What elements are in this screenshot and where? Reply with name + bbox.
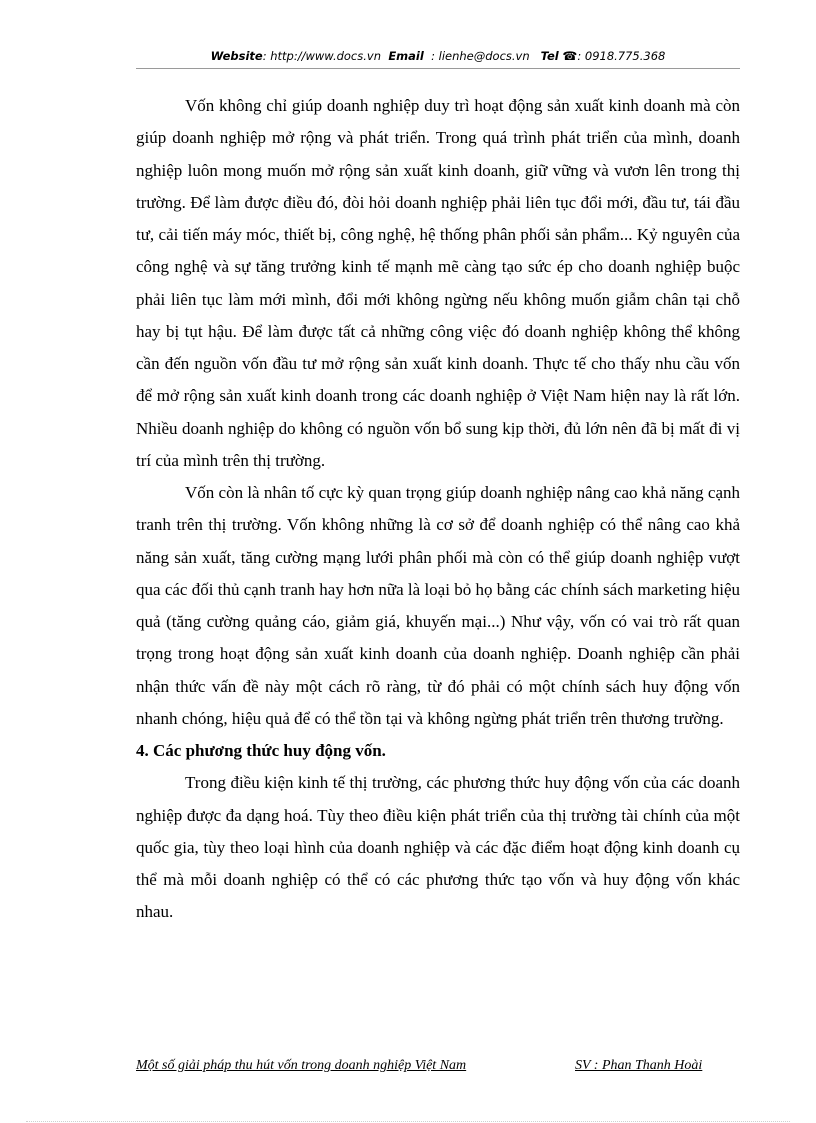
email-address[interactable]: : lienhe@docs.vn xyxy=(427,49,530,63)
document-body xyxy=(136,90,740,929)
page-edge-divider xyxy=(26,1121,790,1122)
page-footer xyxy=(136,1056,740,1078)
phone-icon: ☎ xyxy=(562,49,578,63)
email-label: Email xyxy=(388,49,424,63)
footer-author: SV : Phan Thanh Hoài xyxy=(575,1058,703,1073)
page-header xyxy=(136,46,740,69)
footer-document-title: Một số giải pháp thu hút vốn trong doanh nghiệp Việt Nam xyxy=(136,1058,467,1073)
paragraph-capital-methods: Trong điều kiện kinh tế thị trường, các phương thức huy động vốn của các doanh nghiệp được đa dạng hoá. Tùy theo điều kiện phát triển của thị trường tài chính của một quốc gia, tùy theo loại hình của doanh nghiệp và các đặc điểm hoạt động kinh doanh cụ thể mà mỗi doanh nghiệp có thể có các phương thức tạo vốn và huy động vốn khác nhau. xyxy=(136,773,740,922)
paragraph-capital-competition: Vốn còn là nhân tố cực kỳ quan trọng giúp doanh nghiệp nâng cao khả năng cạnh tranh trên thị trường. Vốn không những là cơ sở để doanh nghiệp có thể nâng cao khả năng sản xuất, tăng cường mạng lưới phân phối mà còn có thể giúp doanh nghiệp vượt qua các đối thủ cạnh tranh hay hơn nữa là loại bỏ họ bằng các chính sách marketing hiệu quả (tăng cường quảng cáo, giảm giá, khuyến mại...) Như vậy, vốn có vai trò rất quan trọng trong hoạt động sản xuất kinh doanh của doanh nghiệp. Doanh nghiệp cần phải nhận thức vấn đề này một cách rõ ràng, từ đó phải có một chính sách huy động vốn nhanh chóng, hiệu quả để có thể tồn tại và không ngừng phát triển trên thương trường. xyxy=(136,483,740,728)
paragraph-capital-growth: Vốn không chỉ giúp doanh nghiệp duy trì hoạt động sản xuất kinh doanh mà còn giúp doanh nghiệp mở rộng và phát triển. Trong quá trình phát triển của mình, doanh nghiệp luôn mong muốn mở rộng sản xuất kinh doanh, giữ vững và vươn lên trong thị trường. Để làm được điều đó, đòi hỏi doanh nghiệp phải liên tục đổi mới, đầu tư, tái đầu tư, cải tiến máy móc, thiết bị, công nghệ, hệ thống phân phối sản phẩm... Kỷ nguyên của công nghệ và sự tăng trưởng kinh tế mạnh mẽ càng tạo sức ép cho doanh nghiệp buộc phải liên tục làm mới mình, đổi mới không ngừng nếu không muốn giẫm chân tại chỗ hay bị tụt hậu. Để làm được tất cả những công việc đó doanh nghiệp không thể không cần đến nguồn vốn đầu tư mở rộng sản xuất kinh doanh. Thực tế cho thấy nhu cầu vốn để mở rộng sản xuất kinh doanh trong các doanh nghiệp ở Việt Nam hiện nay là rất lớn. Nhiều doanh nghiệp do không có nguồn vốn bổ sung kịp thời, đủ lớn nên đã bị mất đi vị trí của mình trên thị trường. xyxy=(136,96,740,470)
section-heading: 4. Các phương thức huy động vốn. xyxy=(136,741,386,760)
website-url[interactable]: : http://www.docs.vn xyxy=(262,49,381,63)
website-label: Website xyxy=(210,49,263,63)
tel-number: : 0918.775.368 xyxy=(577,49,666,63)
tel-label: Tel xyxy=(540,49,559,63)
